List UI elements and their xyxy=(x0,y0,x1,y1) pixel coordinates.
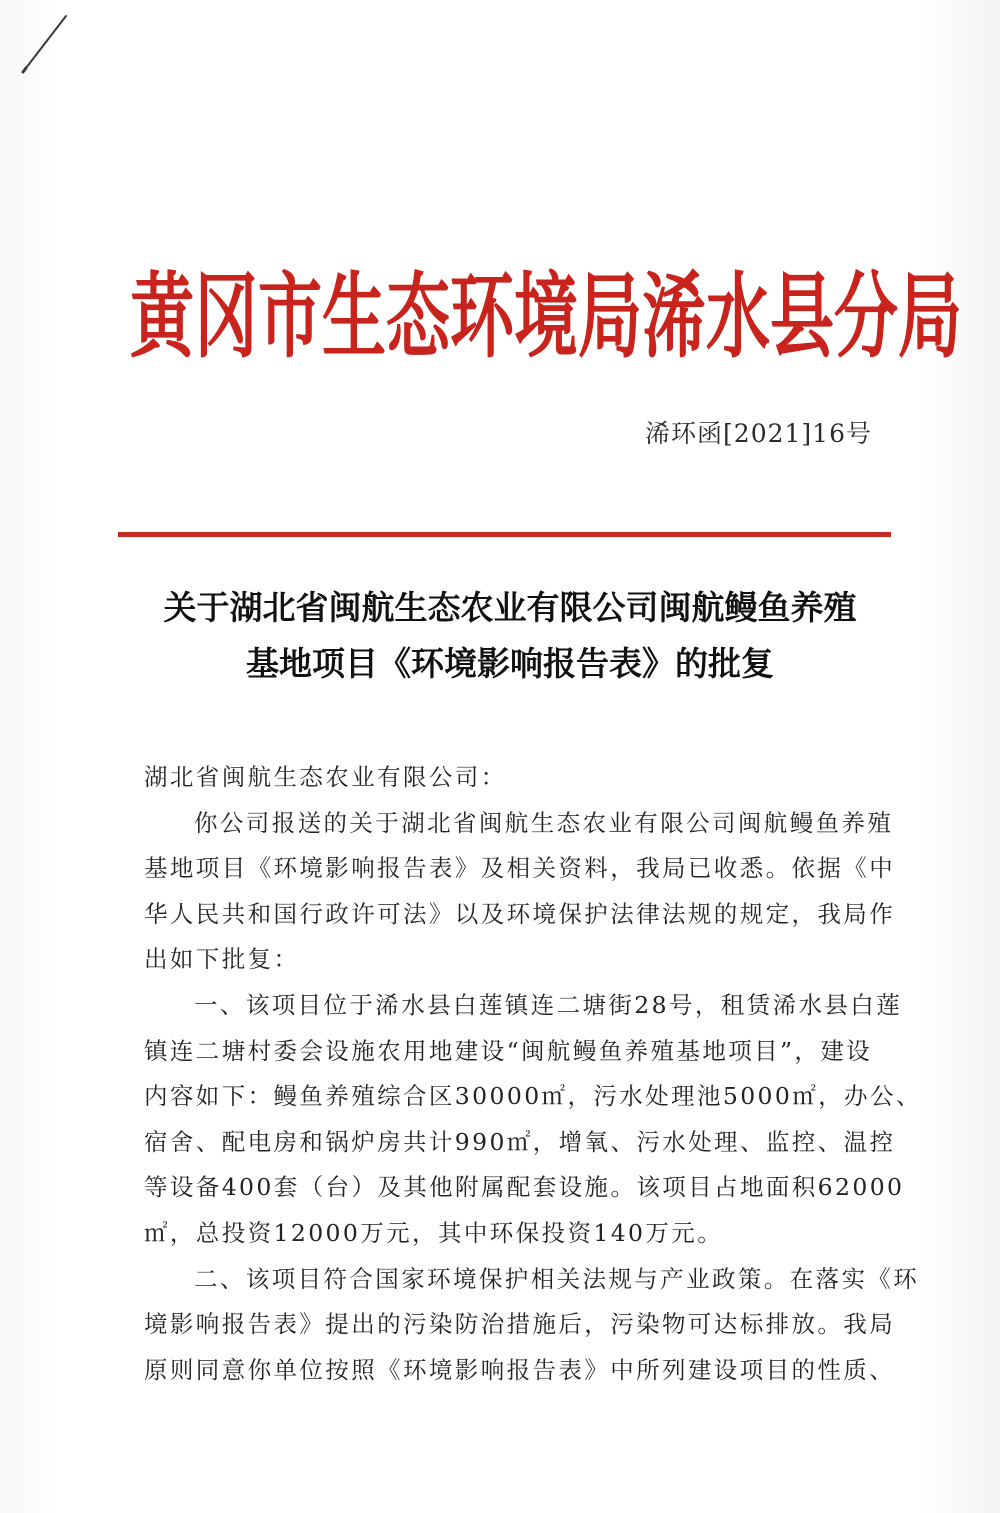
title-line: 基地项目《环境影响报告表》的批复 xyxy=(246,644,774,683)
body-line: 二、该项目符合国家环境保护相关法规与产业政策。在落实《环 xyxy=(194,1264,920,1293)
body-line: 一、该项目位于浠水县白莲镇连二塘街28号，租赁浠水县白莲 xyxy=(194,990,903,1019)
red-divider-line xyxy=(118,532,891,537)
body-line: 原则同意你单位按照《环境影响报告表》中所列建设项目的性质、 xyxy=(144,1355,896,1384)
body-line: 华人民共和国行政许可法》以及环境保护法律法规的规定，我局作 xyxy=(144,899,896,928)
body-line: 宿舍、配电房和锅炉房共计990㎡，增氧、污水处理、监控、温控 xyxy=(144,1127,896,1156)
issuer-name: 黄冈市生态环境局浠水县分局 xyxy=(130,264,962,372)
body-line: 内容如下：鳗鱼养殖综合区30000㎡，污水处理池5000㎡，办公、 xyxy=(144,1082,922,1111)
body-line: ㎡，总投资12000万元，其中环保投资140万元。 xyxy=(144,1218,724,1247)
title-line: 关于湖北省闽航生态农业有限公司闽航鳗鱼养殖 xyxy=(163,588,857,627)
document-number: 浠环函[2021]16号 xyxy=(645,419,872,448)
document-title xyxy=(110,580,910,692)
body-line: 出如下批复： xyxy=(144,945,300,974)
body-line: 等设备400套（台）及其他附属配套设施。该项目占地面积62000 xyxy=(144,1173,905,1202)
body-line: 你公司报送的关于湖北省闽航生态农业有限公司闽航鳗鱼养殖 xyxy=(194,808,894,837)
body-line: 基地项目《环境影响报告表》及相关资料，我局已收悉。依据《中 xyxy=(144,854,896,883)
body-line: 镇连二塘村委会设施农用地建设“闽航鳗鱼养殖基地项目”，建设 xyxy=(144,1036,873,1065)
body-line: 境影响报告表》提出的污染防治措施后，污染物可达标排放。我局 xyxy=(144,1310,896,1339)
document-body xyxy=(144,755,922,1393)
pen-stroke-mark xyxy=(14,10,74,80)
salutation: 湖北省闽航生态农业有限公司： xyxy=(144,763,507,791)
